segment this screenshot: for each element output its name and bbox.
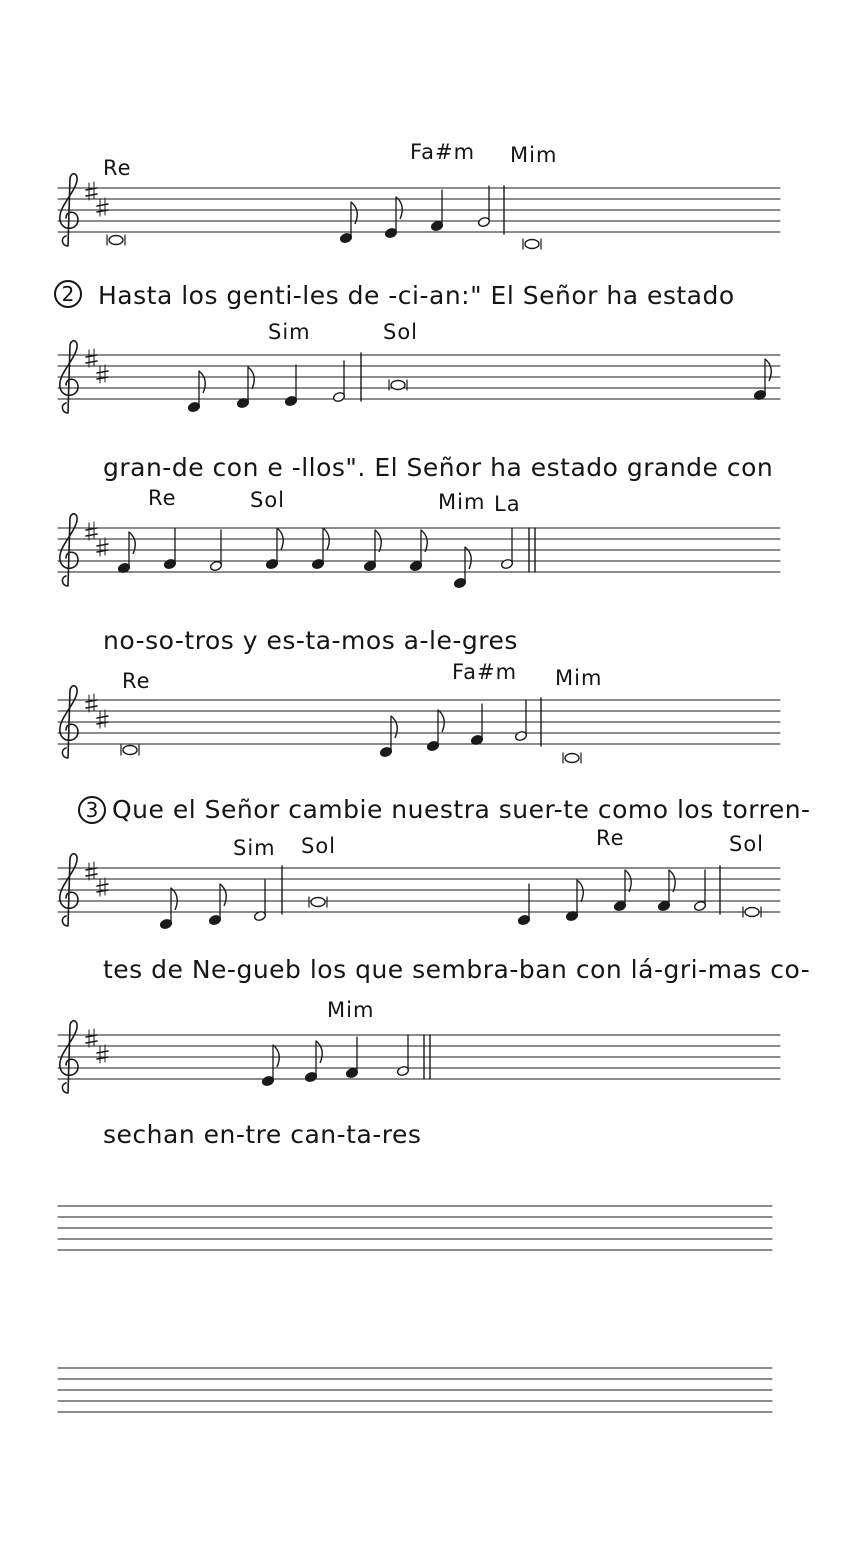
chord-label: La [494,492,521,516]
sharp-sign [97,1051,108,1053]
chord-label: Mim [327,998,375,1022]
note-breve [565,754,579,763]
note-flag [171,888,177,910]
chord-label: Fa#m [452,660,518,684]
lyric-line: no-so-tros y es-ta-mos a-le-gres [103,626,518,655]
chord-label: Mim [438,490,486,514]
chord-label: Sol [301,834,337,858]
note-flag [248,367,254,389]
chord-label: Mim [555,666,603,690]
lyric-line: Hasta los genti-les de -ci-an:" El Señor ha estado [98,281,735,310]
chord-label: Re [148,486,177,510]
chord-label: Fa#m [410,140,476,164]
note-flag [396,197,402,219]
sharp-sign [86,194,97,196]
sharp-sign [97,371,108,373]
lyric-line: gran-de con e -llos". El Señor ha estado grande con [103,453,774,482]
note-breve [745,908,759,917]
chord-label: Sol [383,320,419,344]
note-flag [391,716,397,738]
note-flag [220,884,226,906]
sharp-sign [86,1041,97,1043]
sharp-sign [97,544,108,546]
chord-label: Sol [250,488,286,512]
sharp-sign [86,874,97,876]
note-flag [625,870,631,892]
note-breve [109,236,123,245]
sharp-sign [86,361,97,363]
chord-label: Sim [233,836,276,860]
note-flag [199,371,205,393]
note-breve [525,240,539,249]
note-breve [311,898,325,907]
sharp-sign [86,534,97,536]
note-flag [669,870,675,892]
note-flag [129,532,135,554]
note-flag [438,710,444,732]
chord-label: Sol [729,832,765,856]
sharp-sign [97,716,108,718]
note-breve [123,746,137,755]
sharp-sign [86,706,97,708]
note-flag [765,359,771,381]
chord-label: Re [596,826,625,850]
note-flag [577,880,583,902]
chord-label: Re [103,156,132,180]
lyric-line: sechan en-tre can-ta-res [103,1120,422,1149]
note-flag [375,530,381,552]
verse-number: 2 [54,280,82,308]
note-flag [421,530,427,552]
note-breve [391,381,405,390]
note-flag [273,1045,279,1067]
note-flag [316,1041,322,1063]
sharp-sign [97,884,108,886]
chord-label: Re [122,669,151,693]
chord-label: Mim [510,143,558,167]
sharp-sign [97,204,108,206]
verse-number: 3 [78,796,106,824]
lyric-line: tes de Ne-gueb los que sembra-ban con lá-gri-mas co- [103,955,811,984]
lyric-line: Que el Señor cambie nuestra suer-te como los torren- [112,795,811,824]
chord-label: Sim [268,320,311,344]
